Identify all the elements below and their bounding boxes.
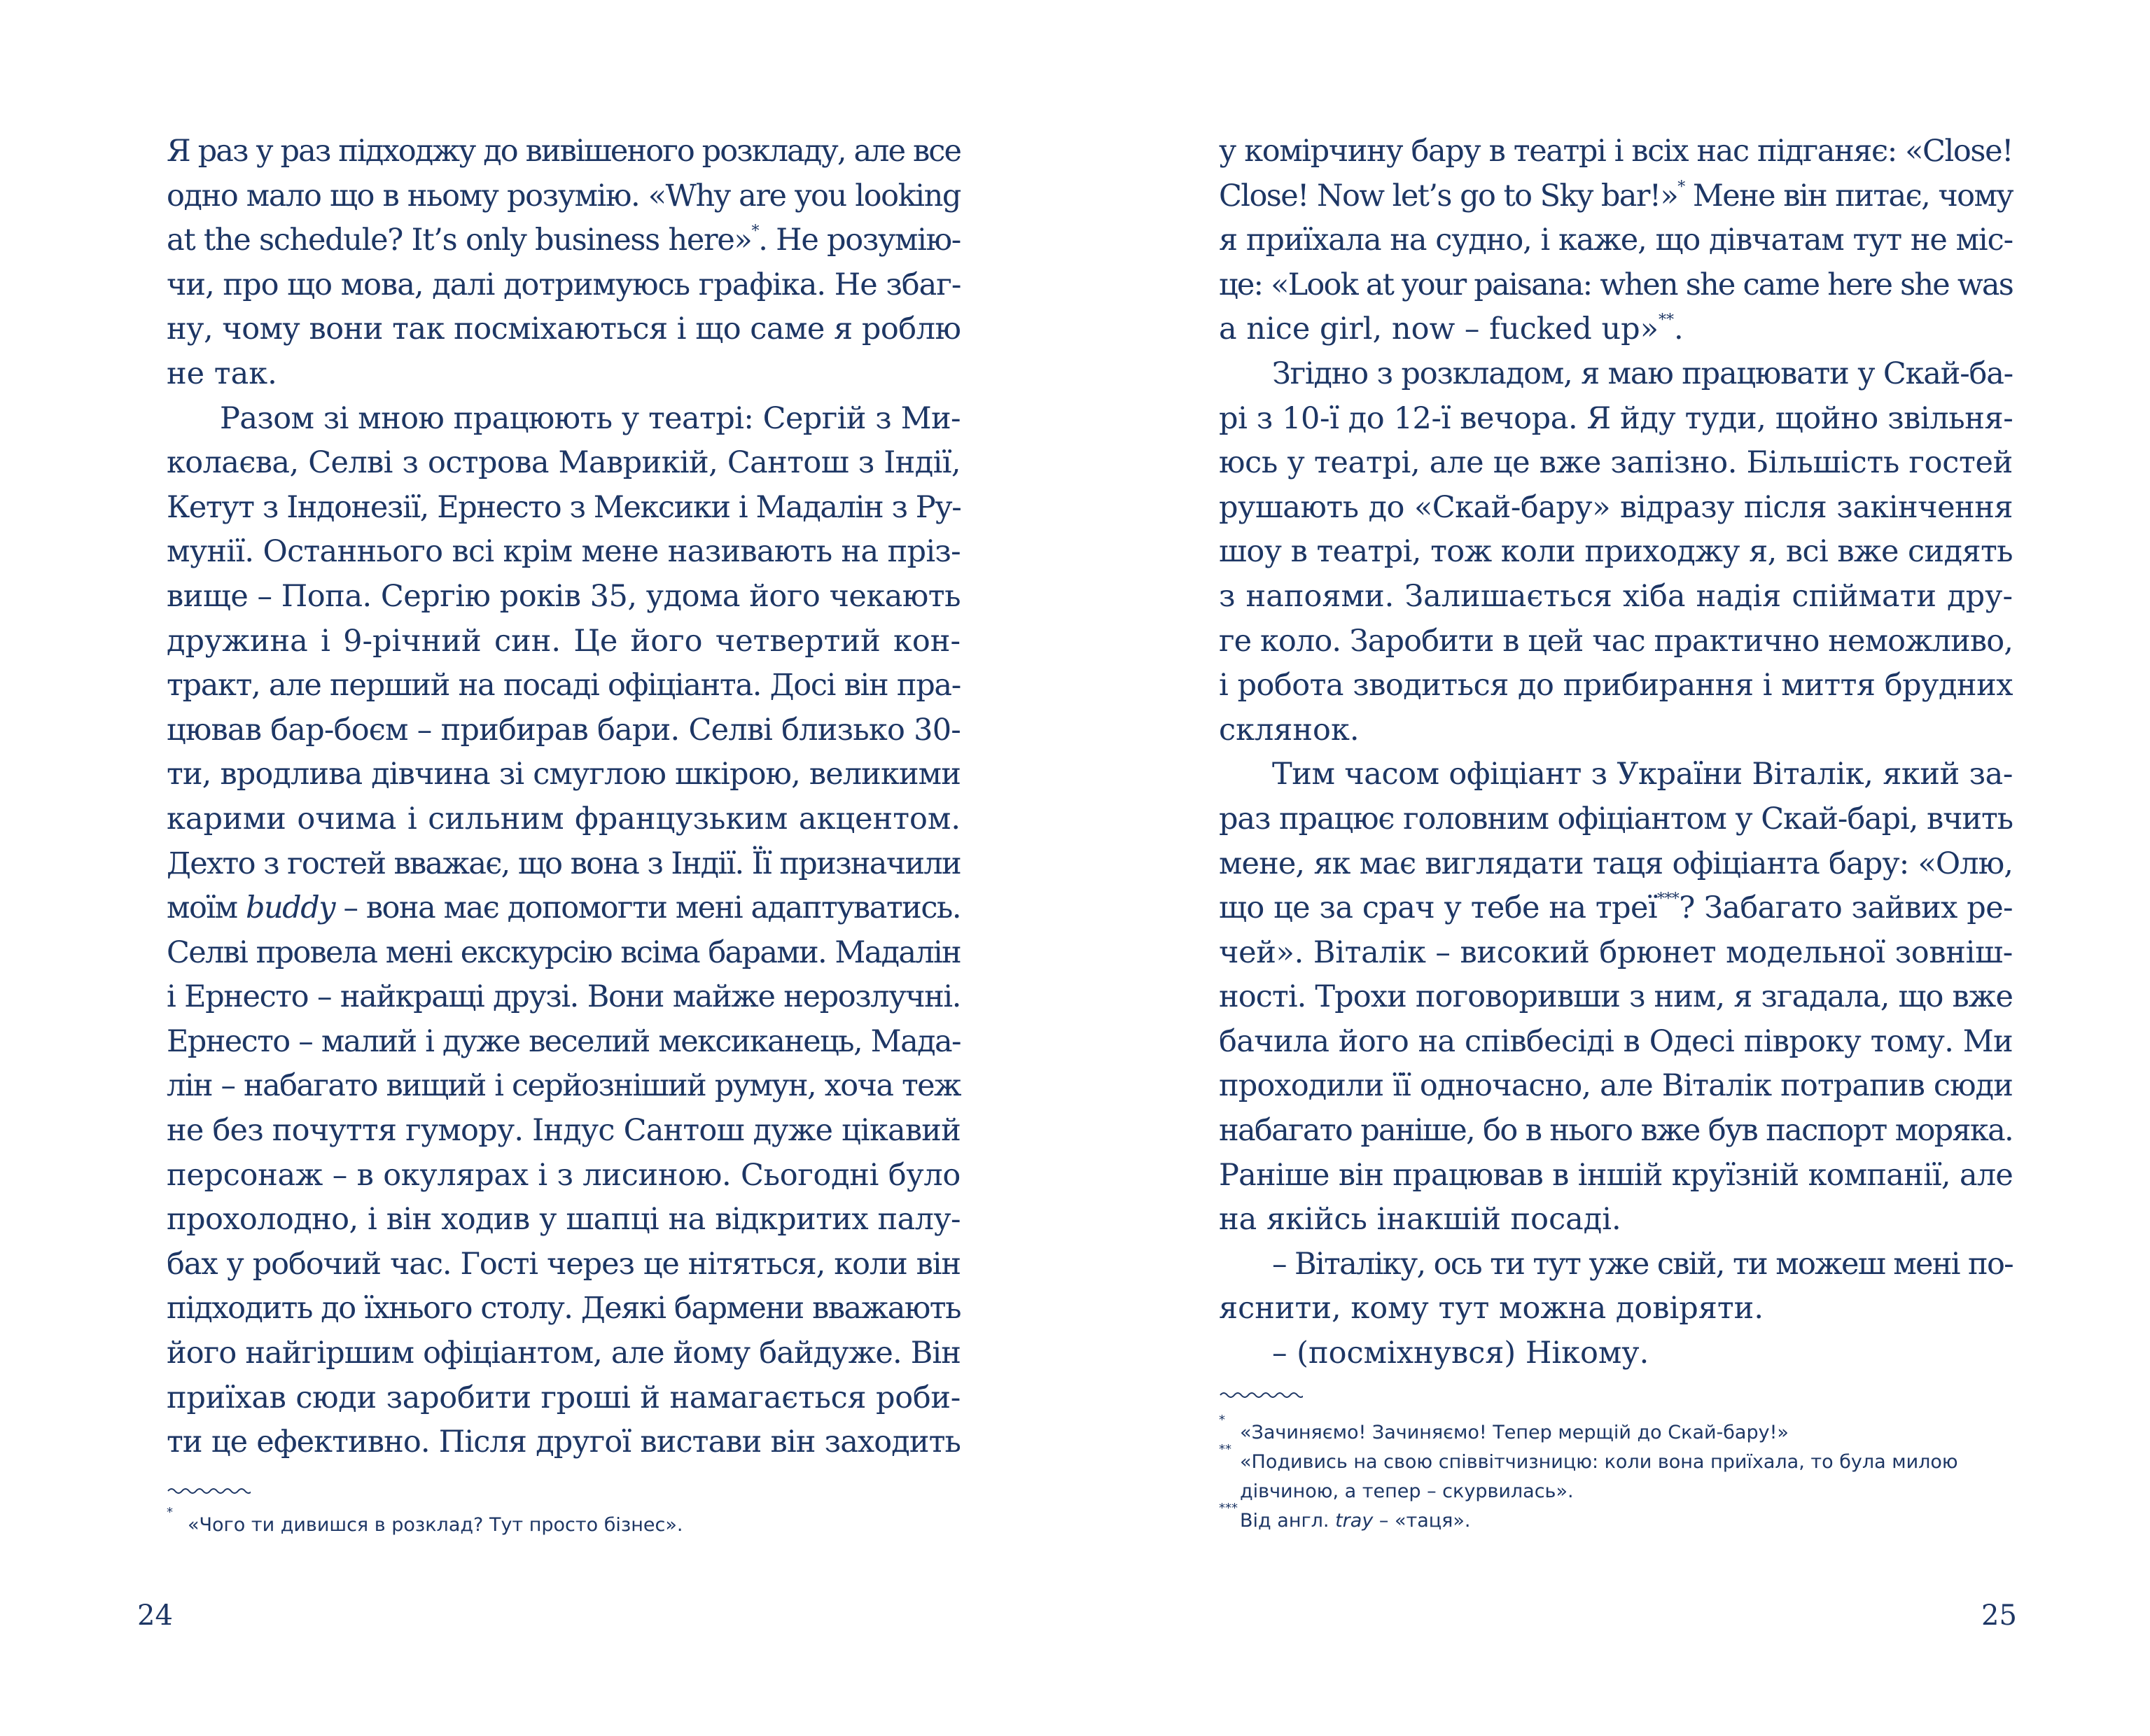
footnote-text: «Подивись на свою співвітчизницю: коли вона приїхала, то була милою: [1240, 1451, 1958, 1473]
page-number: 25: [1981, 1600, 2017, 1632]
text-line: і Ернесто – найкращі друзі. Вони майже нерозлучні.: [167, 979, 961, 1015]
text-span: ? Забагато зайвих ре-: [1679, 890, 2013, 926]
text-line: бах у робочий час. Гості через це нітяться, коли він: [167, 1246, 961, 1282]
text-span: Мене він питає, чому: [1692, 178, 2013, 214]
footnote-marker: *: [751, 223, 759, 241]
text-line: [1219, 174, 2013, 219]
text-span: моїм: [167, 890, 237, 926]
text-line: з напоями. Залишається хіба надія спіймати дру-: [1219, 578, 2013, 614]
text-line: це: «Look at your paisana: when she came here she was: [1219, 267, 2013, 302]
text-span: . Не розумію-: [758, 223, 961, 258]
text-line: вище – Попа. Сергію років 35, удома його чекають: [167, 578, 961, 614]
text-line: не без почуття гумору. Індус Сантош дуже цікавий: [167, 1113, 961, 1149]
text-line: ності. Трохи поговоривши з ним, я згадала, що вже: [1219, 979, 2013, 1015]
text-line: на якійсь інакшій посаді.: [1219, 1202, 1621, 1238]
footnote-marker: *: [1219, 1413, 1225, 1427]
text-line: рі з 10-ї до 12-ї вечора. Я йду туди, щойно звільня-: [1219, 400, 2013, 436]
footnote-text: – «таця».: [1378, 1510, 1471, 1532]
text-line: Ернесто – малий і дуже веселий мексиканець, Мада-: [167, 1023, 961, 1059]
text-line: одно мало що в ньому розумію. «Why are you looking: [167, 178, 961, 214]
text-line: [1219, 886, 2013, 931]
text-line: Кетут з Індонезії, Ернесто з Мексики і Мадалін з Ру-: [167, 489, 961, 525]
text-span: .: [1674, 312, 1684, 347]
text-line: – (посміхнувся) Нікому.: [1272, 1336, 1649, 1371]
footnote-text: Від англ.: [1240, 1510, 1329, 1532]
text-line: набагато раніше, бо в нього вже був паспорт моряка.: [1219, 1113, 2013, 1149]
footnotes: [1219, 1413, 2024, 1536]
text-line: у комірчину бару в театрі і всіх нас підганяє: «Close!: [1219, 134, 2013, 169]
text-line: Разом зі мною працюють у театрі: Сергій з Ми-: [220, 400, 961, 436]
right-page: [1075, 0, 2150, 1736]
text-span: at the schedule? It’s only business here»: [167, 223, 752, 258]
footnotes: [167, 1505, 961, 1540]
footnote-marker: *: [167, 1505, 173, 1520]
text-line: [1219, 307, 2013, 352]
text-line: мене, як має виглядати таця офіціанта бару: «Олю,: [1219, 846, 2013, 881]
text-line: підходить до їхнього столу. Деякі бармени вважають: [167, 1291, 961, 1326]
footnote: [1219, 1413, 2024, 1448]
text-line: колаєва, Селві з острова Маврикій, Сантош з Індії,: [167, 445, 961, 481]
text-line: ге коло. Заробити в цей час практично неможливо,: [1219, 623, 2013, 659]
text-line: проходили її одночасно, але Віталік потрапив сюди: [1219, 1068, 2013, 1104]
footnote-divider: [1219, 1390, 1303, 1401]
text-line: лін – набагато вищий і серйозніший румун, хоча теж: [167, 1068, 961, 1104]
text-line: раз працює головним офіціантом у Скай-барі, вчить: [1219, 801, 2013, 836]
text-span: що це за срач у тебе на треї: [1219, 890, 1657, 926]
text-line: рушають до «Скай-бару» відразу після закінчення: [1219, 489, 2013, 525]
text-line: Селві провела мені екскурсію всіма барами. Мадалін: [167, 934, 961, 970]
footnote: [167, 1505, 961, 1540]
italic-word: tray: [1335, 1510, 1374, 1532]
text-line: Я раз у раз підходжу до вивішеного розкладу, але все: [167, 134, 961, 169]
text-line: його найгіршим офіціантом, але йому байдуже. Він: [167, 1336, 961, 1371]
text-line: ти, вродлива дівчина зі смуглою шкірою, великими: [167, 757, 961, 792]
text-line: чей». Віталік – високий брюнет модельної зовніш-: [1219, 934, 2013, 970]
text-line: [167, 218, 961, 263]
footnote: [1219, 1442, 2024, 1506]
page-number: 24: [137, 1600, 173, 1632]
text-line: прохолодно, і він ходив у шапці на відкритих палу-: [167, 1202, 961, 1238]
text-line: Дехто з гостей вважає, що вона з Індії. Її призначили: [167, 846, 961, 881]
text-line: Раніше він працював в іншій круїзній компанії, але: [1219, 1157, 2013, 1193]
text-line: персонаж – в окулярах і з лисиною. Сьогодні було: [167, 1157, 961, 1193]
text-line: юсь у театрі, але це вже запізно. Більшість гостей: [1219, 445, 2013, 481]
footnote: [1219, 1501, 2024, 1536]
text-line: приїхав сюди заробити гроші й намагається роби-: [167, 1380, 961, 1415]
text-line: і робота зводиться до прибирання і миття брудних: [1219, 668, 2013, 704]
text-line: карими очима і сильним французьким акцентом.: [167, 801, 961, 836]
footnote-marker: *: [1677, 178, 1684, 196]
text-line: бачила його на співбесіді в Одесі півроку тому. Ми: [1219, 1023, 2013, 1059]
right-body-text: [1219, 130, 2013, 1376]
text-line: [167, 886, 961, 931]
text-line: склянок.: [1219, 712, 1360, 748]
text-line: мунії. Останнього всі крім мене називають на пріз-: [167, 534, 961, 570]
left-body-text: [167, 130, 961, 1465]
text-line: дружина і 9-річний син. Це його четвертий кон-: [167, 623, 961, 659]
text-line: яснити, кому тут можна довіряти.: [1219, 1291, 1764, 1326]
text-span: – вона має допомогти мені адаптуватись.: [343, 890, 961, 926]
text-span: Close! Now let’s go to Sky bar!»: [1219, 178, 1678, 214]
text-line: Згідно з розкладом, я маю працювати у Скай-ба-: [1272, 356, 2013, 391]
footnote-marker: ***: [1219, 1501, 1238, 1516]
text-line: – Віталіку, ось ти тут уже свій, ти можеш мені по-: [1272, 1246, 2013, 1282]
italic-word: buddy: [245, 890, 335, 926]
footnote-marker: **: [1659, 312, 1675, 330]
footnote-marker: **: [1219, 1442, 1231, 1457]
text-line: шоу в театрі, тож коли приходжу я, всі вже сидять: [1219, 534, 2013, 570]
text-line: тракт, але перший на посаді офіціанта. Досі він пра-: [167, 668, 961, 704]
footnote-divider: [167, 1485, 251, 1497]
footnote-text: «Зачиняємо! Зачиняємо! Тепер мерщій до Скай-бару!»: [1240, 1422, 1789, 1443]
text-line: цював бар-боєм – прибирав бари. Селві близько 30-: [167, 712, 961, 748]
text-line: не так.: [167, 356, 277, 391]
footnote-text: «Чого ти дивишся в розклад? Тут просто бізнес».: [188, 1514, 683, 1536]
text-line: чи, про що мова, далі дотримуюсь графіка. Не збаг-: [167, 267, 961, 302]
text-line: Тим часом офіціант з України Віталік, який за-: [1272, 757, 2013, 792]
footnote-text: дівчиною, а тепер – скурвилась».: [1240, 1480, 1574, 1502]
text-line: ти це ефективно. Після другої вистави він заходить: [167, 1424, 961, 1460]
footnote-marker: ***: [1657, 890, 1680, 909]
text-line: ну, чому вони так посміхаються і що саме я роблю: [167, 312, 961, 347]
text-span: a nice girl, now – fucked up»: [1219, 312, 1659, 347]
text-line: я приїхала на судно, і каже, що дівчатам тут не міс-: [1219, 223, 2013, 258]
